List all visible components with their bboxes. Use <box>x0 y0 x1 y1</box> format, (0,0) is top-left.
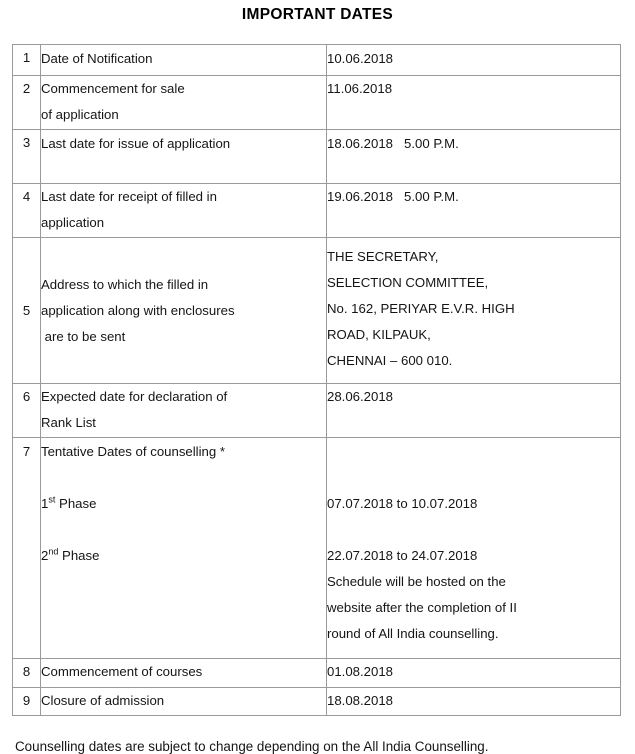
table-row <box>13 45 621 76</box>
value-line: 28.06.2018 <box>327 389 394 404</box>
row-number: 5 <box>13 238 41 384</box>
label-line: Rank List <box>41 415 96 430</box>
value-line: 10.06.2018 <box>327 51 394 66</box>
row-value <box>327 384 621 438</box>
phase-1-ordinal-suffix: st <box>48 494 56 505</box>
row-value <box>327 659 621 688</box>
row-number: 9 <box>13 688 41 716</box>
phase-2-note-line: round of All India counselling. <box>327 626 499 641</box>
phase-1-dates: 07.07.2018 to 10.07.2018 <box>327 496 478 511</box>
row-number: 8 <box>13 659 41 688</box>
label-line: of application <box>41 107 119 122</box>
row-number: 6 <box>13 384 41 438</box>
value-line: 19.06.2018 5.00 P.M. <box>327 189 459 204</box>
phase-2-label <box>41 543 326 569</box>
value-line: CHENNAI – 600 010. <box>327 353 453 368</box>
row-label <box>41 45 327 76</box>
row-number: 4 <box>13 184 41 238</box>
row-number: 7 <box>13 438 41 659</box>
value-line: ROAD, KILPAUK, <box>327 327 431 342</box>
value-line: 18.08.2018 <box>327 693 394 708</box>
label-line: application along with enclosures <box>41 302 235 318</box>
label-line: Date of Notification <box>41 51 153 66</box>
phase-2-dates: 22.07.2018 to 24.07.2018 <box>327 548 478 563</box>
phase-1-ordinal: 1 <box>41 496 49 511</box>
row-value <box>327 688 621 716</box>
table-row <box>13 76 621 130</box>
value-line: SELECTION COMMITTEE, <box>327 275 489 290</box>
label-line: Commencement for sale <box>41 81 185 96</box>
phase-2-ordinal-suffix: nd <box>48 546 59 557</box>
spacer <box>41 517 326 543</box>
row-value <box>327 76 621 130</box>
label-line: Last date for issue of application <box>41 136 231 151</box>
phase-2-ordinal: 2 <box>41 548 49 563</box>
phase-2-note-line: Schedule will be hosted on the <box>327 574 506 589</box>
row-number: 3 <box>13 130 41 184</box>
label-line: are to be sent <box>41 328 126 344</box>
footnote-text: Counselling dates are subject to change depending on the All India Counselling. <box>15 739 489 754</box>
spacer <box>327 439 620 491</box>
row-number: 1 <box>13 45 41 76</box>
important-dates-table <box>12 44 621 716</box>
value-line: 01.08.2018 <box>327 664 394 679</box>
label-line: Last date for receipt of filled in <box>41 189 217 204</box>
row-label <box>41 76 327 130</box>
label-line: Expected date for declaration of <box>41 389 228 404</box>
table-row <box>13 130 621 184</box>
label-line: Address to which the filled in <box>41 276 209 292</box>
row-label <box>41 659 327 688</box>
phase-2-word: Phase <box>58 548 100 563</box>
phase-1-word: Phase <box>55 496 97 511</box>
label-line: Commencement of courses <box>41 664 203 679</box>
value-line: 18.06.2018 5.00 P.M. <box>327 136 459 151</box>
spacer <box>41 465 326 491</box>
table-row <box>13 384 621 438</box>
row-value <box>327 438 621 659</box>
page-title: IMPORTANT DATES <box>241 6 394 23</box>
table-row <box>13 238 621 384</box>
row-value <box>327 238 621 384</box>
row-value <box>327 45 621 76</box>
value-line: THE SECRETARY, <box>327 249 439 264</box>
phase-1-label <box>41 491 326 517</box>
row-label <box>41 238 327 384</box>
table-row <box>13 688 621 716</box>
row-label <box>41 438 327 659</box>
label-line: application <box>41 215 105 230</box>
row-label <box>41 688 327 716</box>
label-line: Closure of admission <box>41 693 165 708</box>
row-label <box>41 130 327 184</box>
phase-2-note-line: website after the completion of II <box>327 600 517 615</box>
row-number: 2 <box>13 76 41 130</box>
value-line: No. 162, PERIYAR E.V.R. HIGH <box>327 301 515 316</box>
value-line: 11.06.2018 <box>327 81 393 96</box>
counselling-heading: Tentative Dates of counselling * <box>41 444 225 459</box>
row-label <box>41 384 327 438</box>
table-row <box>13 659 621 688</box>
row-label <box>41 184 327 238</box>
table-row <box>13 184 621 238</box>
row-value <box>327 184 621 238</box>
spacer <box>327 517 620 543</box>
table-row <box>13 438 621 659</box>
row-value <box>327 130 621 184</box>
